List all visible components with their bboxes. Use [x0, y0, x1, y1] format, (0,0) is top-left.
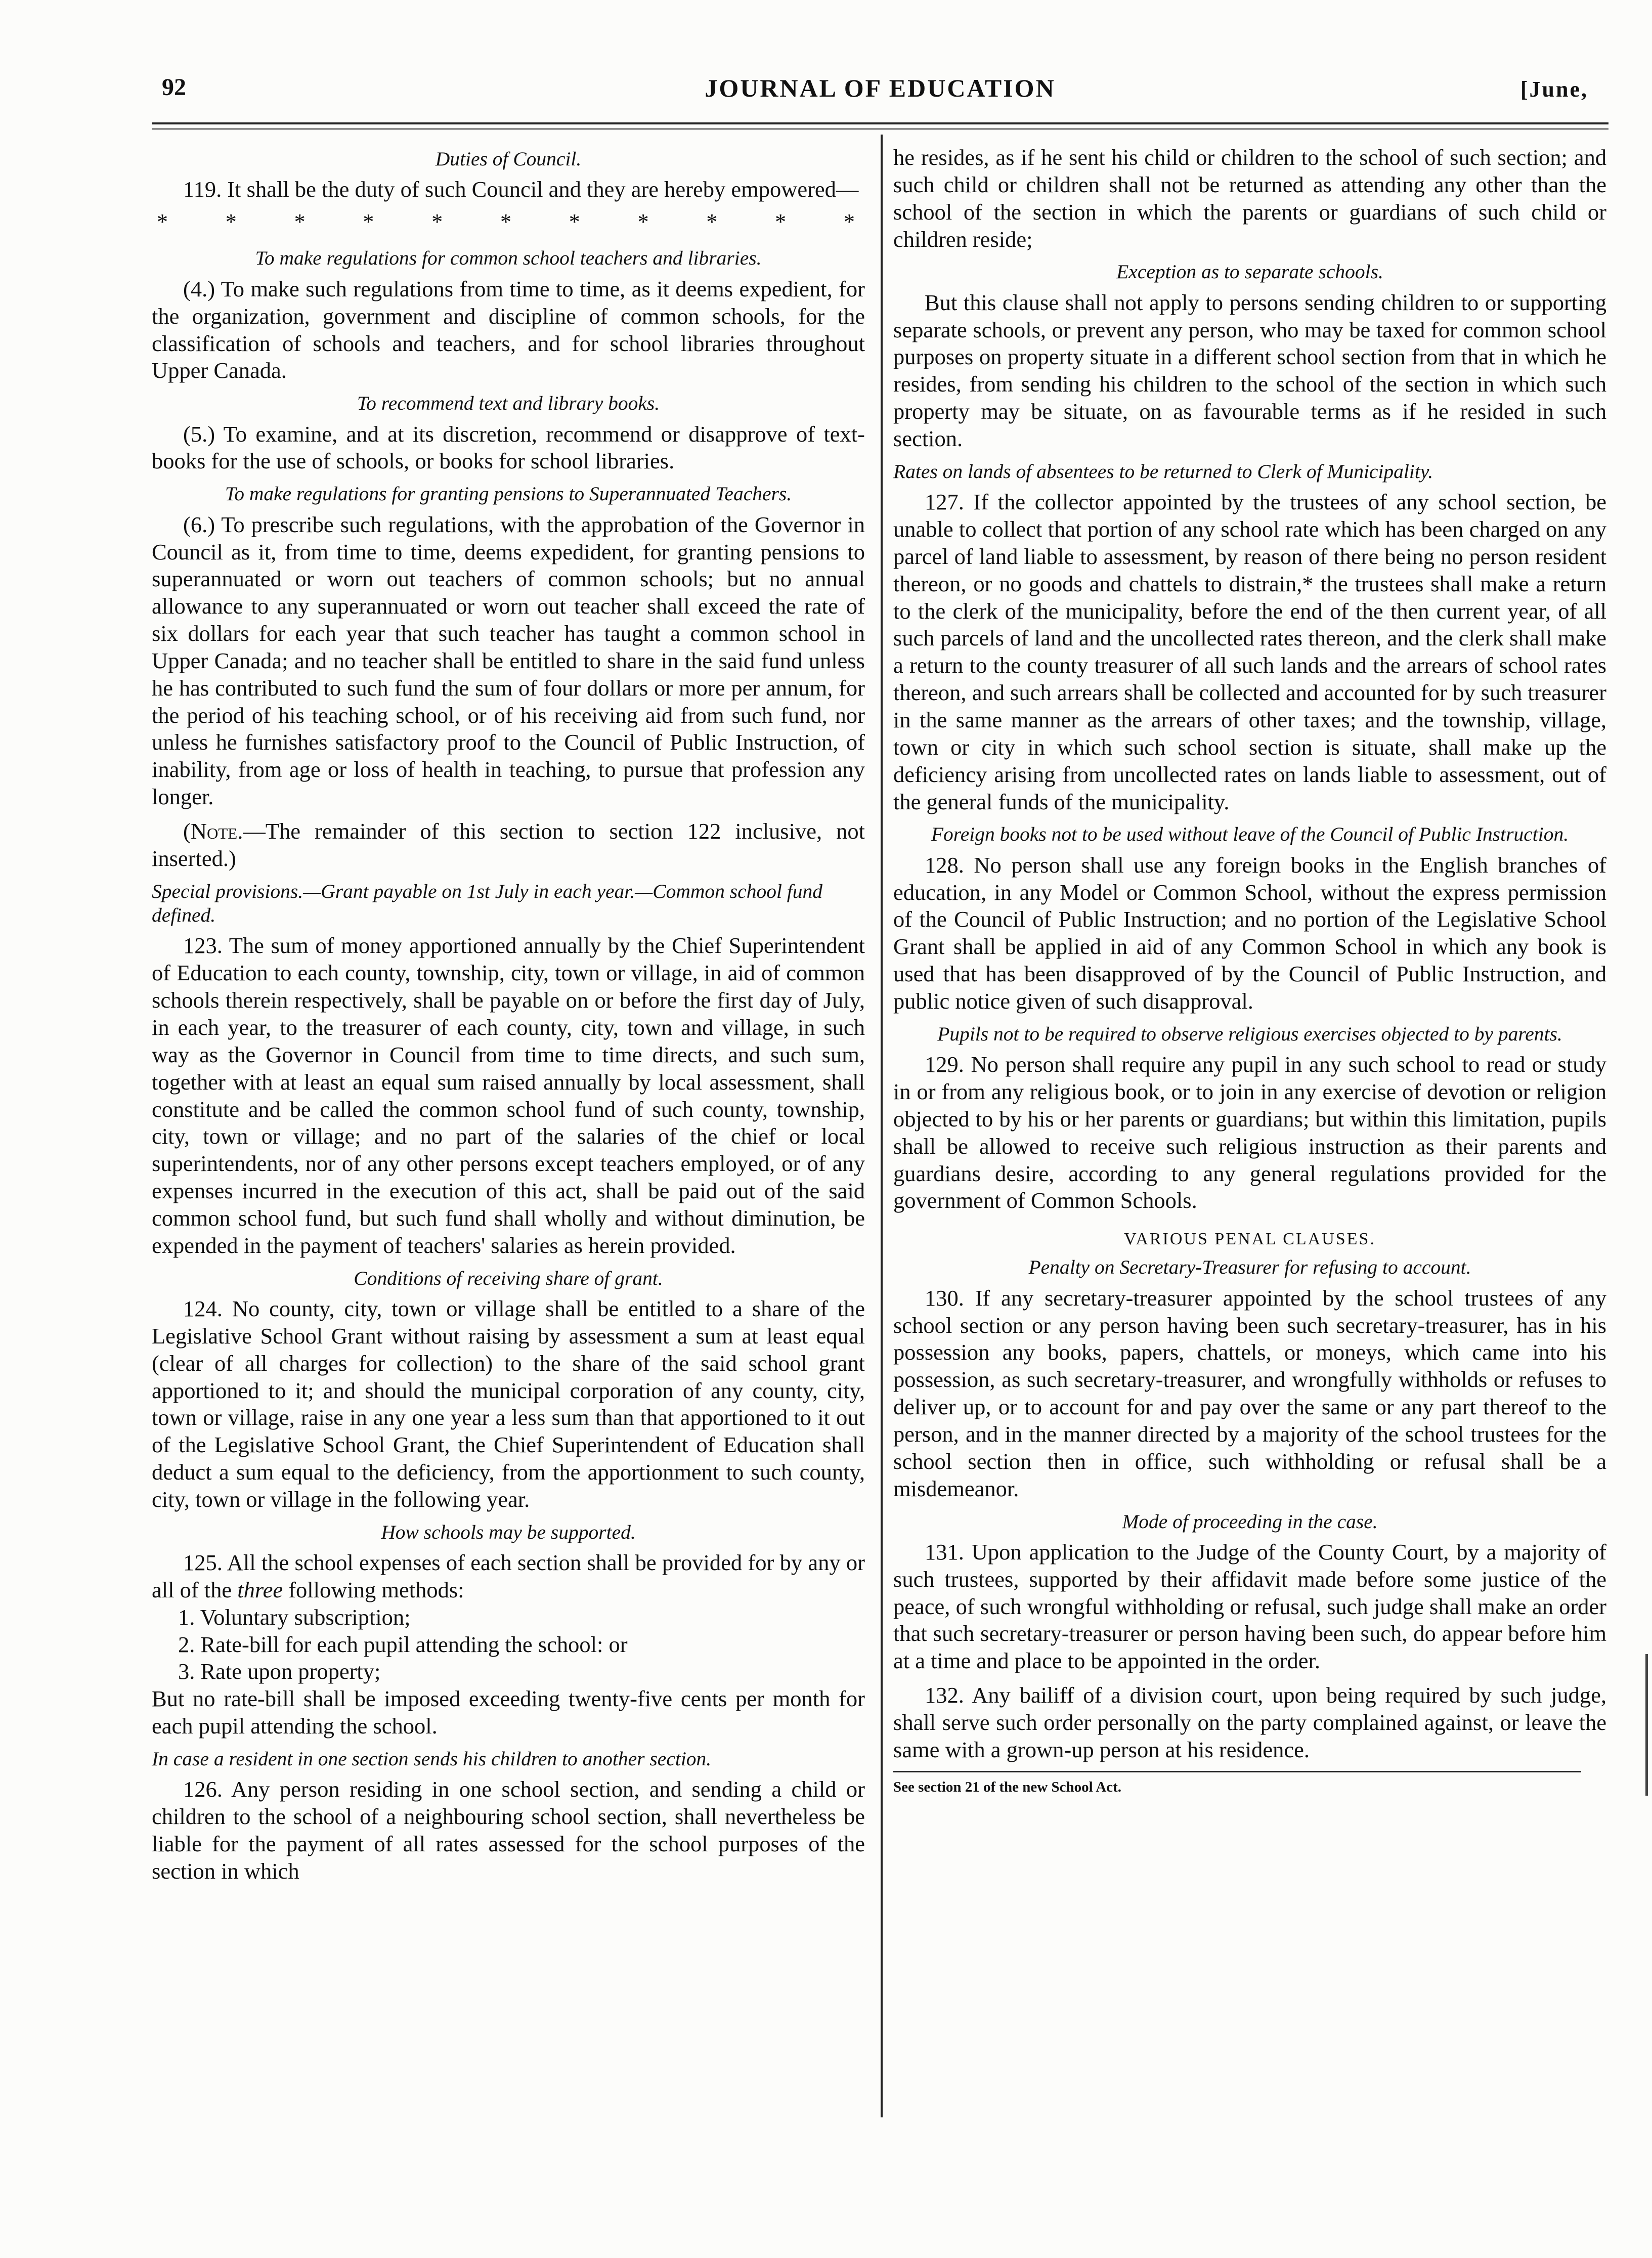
section-125-intro-end: following methods:	[283, 1577, 464, 1602]
section-125-intro	[152, 1549, 865, 1604]
star: *	[294, 209, 306, 235]
footnote: See section 21 of the new School Act.	[893, 1778, 1122, 1795]
exception-clause: But this clause shall not apply to persons sending children to or supporting separate schools, or prevent any person, who may be taxed for common school purposes on property situate in a different school section from that in which he resides, from sending his children to the school of the section in which such property may be situate, on as favourable terms as if he resided in such section.	[893, 289, 1606, 451]
column-divider	[881, 135, 883, 2117]
page-header	[152, 73, 1608, 114]
star: *	[225, 209, 237, 235]
right-column	[893, 144, 1606, 1796]
section-125-three: three	[237, 1577, 283, 1602]
heading-pensions: To make regulations for granting pensions to Superannuated Teachers.	[225, 483, 792, 505]
star: *	[569, 209, 580, 235]
section-124: 124. No county, city, town or village shall be entitled to a share of the Legislative School Grant without raising by assessment a sum at least equal (clear of all charges for collection) to the share of the said school grant apportioned to it; and should the municipal corporation of any county, city, town or village, raise in any one year a less sum than that apportioned to it out of the Legislative School Grant, the Chief Superintendent of Education shall deduct a sum equal to the deficiency, from the apportionment to such county, city, town or village in the following year.	[152, 1295, 865, 1512]
heading-recommend-books: To recommend text and library books.	[357, 392, 660, 415]
star: *	[431, 209, 443, 235]
heading-duties-of-council: Duties of Council.	[435, 148, 582, 170]
clause-4: (4.) To make such regulations from time to time, as it deems expedient, for the organization, government and discipline of common schools, for the classification of schools and teachers, and for school libraries throughout Upper Canada.	[152, 276, 865, 383]
section-119: 119. It shall be the duty of such Council and they are hereby empowered—	[183, 177, 859, 202]
heading-absentee-rates: Rates on lands of absentees to be returned to Clerk of Municipality.	[893, 460, 1433, 483]
section-125-proviso: But no rate-bill shall be imposed exceeding twenty-five cents per month for each pupil attending the school.	[152, 1686, 865, 1739]
heading-regulations-teachers-libraries: To make regulations for common school teachers and libraries.	[255, 247, 762, 270]
star: *	[500, 209, 511, 235]
note-text: —The remainder of this section to section 122 inclusive, not inserted.)	[152, 818, 865, 871]
section-126-continued: he resides, as if he sent his child or children to the school of such section; and such child or children shall not be returned as attending any other than the school of the section in which the parents or guardians of such child or children reside;	[893, 145, 1606, 252]
heading-foreign-books: Foreign books not to be used without leave of the Council of Public Instruction.	[931, 823, 1569, 846]
star: *	[363, 209, 374, 235]
star: *	[706, 209, 718, 235]
ellipsis-stars	[152, 208, 865, 235]
heading-penalty-secretary-treasurer: Penalty on Secretary-Treasurer for refusing to account.	[1028, 1256, 1471, 1279]
star: *	[775, 209, 787, 235]
clause-6: (6.) To prescribe such regulations, with the approbation of the Governor in Council as it, from time to time, deems expedident, for granting pensions to superannuated or worn out teachers of common schools; but no annual allowance to any superannuated or worn out teacher shall exceed the rate of six dollars for each year that such teacher has taught a common school in Upper Canada; and no teacher shall be entitled to share in the said fund unless he has contributed to such fund the sum of four dollars or more per annum, for the period of his teaching school, or of his receiving aid from such fund, nor unless he furnishes satisfactory proof to the Council of Public Instruction, of inability, from age or loss of health in teaching, to pursue that profession any longer.	[152, 511, 865, 810]
left-column	[152, 144, 865, 1892]
section-127: 127. If the collector appointed by the trustees of any school section, be unable to collect that portion of any school rate which has been charged on any parcel of land liable to assessment, by reason of there being no person resident thereon, or no goods and chattels to distrain,* the trustees shall make a return to the clerk of the municipality, before the end of the then current year, of all such parcels of land and the uncollected rates thereon, and the clerk shall make a return to the county treasurer of all such lands and the arrears of school rates thereon, and such arrears shall be collected and accounted for by such treasurer in the same manner as the arrears of other taxes; and the township, village, town or city in which such school section is situate, shall make up the deficiency arising from uncollected rates on lands liable to assessment, out of the general funds of the municipality.	[893, 489, 1606, 814]
heading-special-provisions: Special provisions.—Grant payable on 1st July in each year.—Common school fund defined.	[152, 880, 823, 927]
heading-conditions-grant: Conditions of receiving share of grant.	[354, 1267, 663, 1289]
header-rule-thick	[152, 122, 1608, 124]
running-title: JOURNAL OF EDUCATION	[705, 74, 1056, 102]
editorial-note: (Note.—The remainder of this section to section 122 inclusive, not inserted.)	[152, 818, 865, 871]
star: *	[157, 209, 168, 235]
clause-5: (5.) To examine, and at its discretion, recommend or disapprove of text-books for the use of schools, or books for school libraries.	[152, 421, 865, 474]
method-item: 2. Rate-bill for each pupil attending the school: or	[178, 1631, 628, 1657]
method-item: 3. Rate upon property;	[178, 1659, 381, 1684]
footnote-rule	[893, 1771, 1581, 1772]
section-125-intro-start: 125. All the school expenses of each section shall be provided for by any or all of the	[152, 1550, 865, 1602]
section-126: 126. Any person residing in one school section, and sending a child or children to the school of a neighbouring school section, shall nevertheless be liable for the payment of all rates assessed for the school purposes of the section in which	[152, 1776, 865, 1884]
running-date: [June,	[1520, 77, 1588, 102]
header-rule-thin	[152, 128, 1608, 129]
heading-religious-exercises: Pupils not to be required to observe religious exercises objected to by parents.	[937, 1022, 1562, 1045]
heading-mode-of-proceeding: Mode of proceeding in the case.	[1122, 1510, 1378, 1533]
section-131: 131. Upon application to the Judge of the County Court, by a majority of such trustees, supported by their affidavit made before some justice of the peace, of such wrongful withholding or refusal, such judge shall make an order that such secretary-treasurer or person having been such, do appear before him at a time and place to be appointed in the order.	[893, 1539, 1606, 1674]
heading-exception-separate-schools: Exception as to separate schools.	[1116, 260, 1383, 283]
star: *	[843, 209, 855, 235]
section-130: 130. If any secretary-treasurer appointed by the school trustees of any school section or any person having been such secretary-treasurer, has in his possession any books, papers, chattels, or moneys, which came into his possession, as such secretary-treasurer, and wrongfully withholds or refuses to deliver up, or to account for and pay over the same or any part thereof to the person, and in the manner directed by a majority of the school trustees for the school section then in office, such withholding or refusal shall be a misdemeanor.	[893, 1285, 1606, 1501]
method-item: 1. Voluntary subscription;	[178, 1604, 411, 1630]
scan-edge-mark	[1645, 1654, 1648, 1796]
section-123: 123. The sum of money apportioned annually by the Chief Superintendent of Education to each county, township, city, town or village, in aid of common schools therein respectively, shall be payable on or before the first day of July, in each year, to the treasurer of each county, city, town and village, in such way as the Governor in Council from time to time directs, and such sum, together with at least an equal sum raised annually by local assessment, shall constitute and be called the common school fund of such county, township, city, town or village; and no part of the salaries of the chief or local superintendents, nor of any other persons except teachers employed, or of any expenses incurred in the execution of this act, shall be paid out of the said common school fund, but such fund shall wholly and without diminution, be expended in the payment of teachers' salaries as herein provided.	[152, 933, 865, 1258]
section-129: 129. No person shall require any pupil in any such school to read or study in or from any religious book, or to join in any exercise of devotion or religion objected to by his or her parents or guardians; but within this limitation, pupils shall be allowed to receive such religious instruction as their parents and guardians desire, according to any general regulations provided for the government of Common Schools.	[893, 1052, 1606, 1213]
section-132: 132. Any bailiff of a division court, upon being required by such judge, shall serve such order personally on the party complained against, or leave the same with a grown-up person at his residence.	[893, 1682, 1606, 1762]
page-number: 92	[162, 74, 186, 101]
star: *	[637, 209, 649, 235]
heading-various-penal-clauses: VARIOUS PENAL CLAUSES.	[1124, 1230, 1376, 1249]
note-label: Note.	[190, 818, 243, 844]
section-128: 128. No person shall use any foreign books in the English branches of education, in any Model or Common School, without the express permission of the Council of Public Instruction; and no portion of the Legislative School Grant shall be applied in aid of any Common School in which any book is used that has been disapproved of by the Council of Public Instruction, and public notice given of such disapproval.	[893, 852, 1606, 1014]
heading-resident-other-section: In case a resident in one section sends his children to another section.	[152, 1748, 712, 1770]
heading-how-schools-supported: How schools may be supported.	[381, 1521, 636, 1543]
